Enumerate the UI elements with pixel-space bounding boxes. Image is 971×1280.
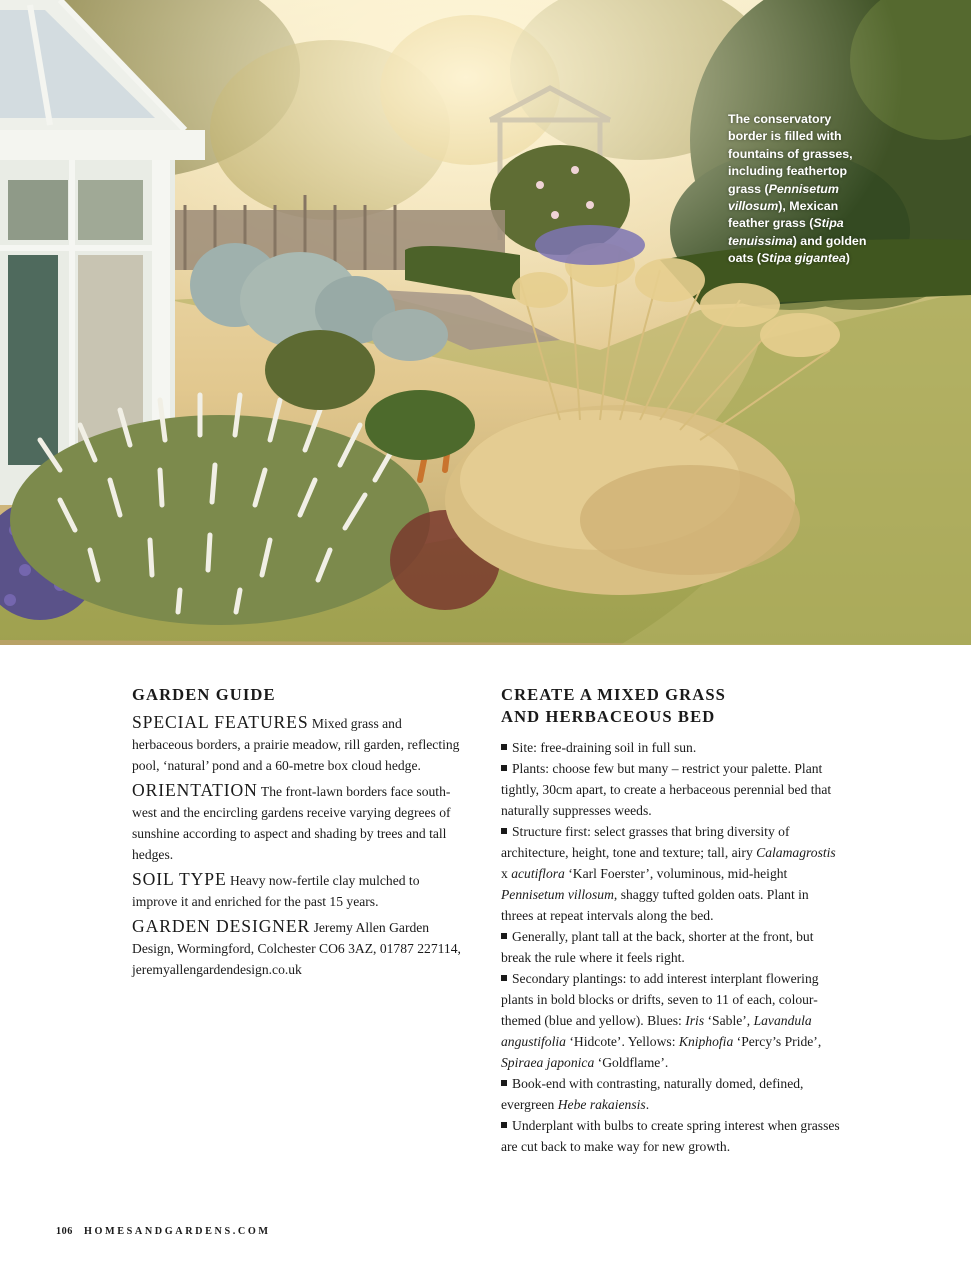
garden-guide-title: GARDEN GUIDE [132,685,276,704]
bed-step-text: ‘Goldflame’. [594,1055,669,1070]
bed-step-item [501,926,841,968]
bed-step-text: Spiraea japonica [501,1055,595,1070]
page-footer [56,1226,271,1237]
bed-step-text: Calamagrostis [756,845,836,860]
bed-step-text: Generally, plant tall at the back, shorter at the front, but break the rule where it feels right. [501,929,814,965]
page-number: 106 [56,1226,73,1237]
bed-step-item [501,758,841,821]
caption-run: Pennisetum villosum [728,181,839,214]
bed-step-text: ‘Hidcote’. Yellows: [565,1034,679,1049]
bed-step-text: Pennisetum villosum [501,887,614,902]
bed-step-text: Hebe rakaiensis [557,1097,646,1112]
bed-step-item [501,737,841,758]
bed-step-text: Lavandula angustifolia [501,1013,812,1049]
garden-guide-column [132,684,462,980]
square-bullet-icon [501,1080,507,1086]
square-bullet-icon [501,975,507,981]
mixed-bed-title [501,684,841,728]
bed-step-item [501,968,841,1073]
caption-run: Stipa gigantea [761,251,846,266]
bed-step-text: , shaggy tufted golden oats. Plant in threes at repeat intervals along the bed. [501,887,809,923]
caption-run: The conservatory border is filled with fountains of grasses, including feathertop grass ( [728,112,853,196]
bed-step-text: ‘Percy’s Pride’, [733,1034,822,1049]
bed-step-text: Secondary plantings: to add interest interplant flowering plants in bold blocks or drifts, seven to 11 of each, colour-themed (blue and yellow). Blues: [501,971,819,1028]
square-bullet-icon [501,765,507,771]
site-url: HOMESANDGARDENS.COM [83,1226,271,1237]
bed-step-text: x [501,866,512,881]
bed-step-text: Book-end with contrasting, naturally domed, defined, evergreen [501,1076,804,1112]
bed-step-text: ‘Sable’, [704,1013,754,1028]
guide-text: Mixed grass and herbaceous borders, a prairie meadow, rill garden, reflecting pool, ‘natural’ pond and a 60-metre box cloud hedge. [132,716,460,773]
bed-step-text: Underplant with bulbs to create spring interest when grasses are cut back to make way for new growth. [501,1118,840,1154]
guide-entry-orientation [132,780,462,865]
photo-caption [728,111,868,268]
mixed-bed-steps-list [501,737,841,1157]
mixed-bed-title-line1: CREATE A MIXED GRASS [501,685,727,704]
bed-step-item [501,821,841,926]
bed-step-text: Kniphofia [678,1034,734,1049]
mixed-bed-title-line2: AND HERBACEOUS BED [501,707,716,726]
bed-step-text: Iris [685,1013,705,1028]
caption-run: Stipa tenuissima [728,216,844,248]
bed-step-text: Structure first: select grasses that bring diversity of architecture, height, tone and texture; tall, airy [501,824,790,860]
square-bullet-icon [501,1122,507,1128]
bed-step-item [501,1115,841,1157]
bed-step-item [501,1073,841,1115]
bed-step-text: Site: free-draining soil in full sun. [512,740,697,755]
guide-entry-garden-designer [132,916,462,980]
guide-text: The front-lawn borders face south-west and the encircling gardens receive varying degrees of sunshine according to aspect and shading by trees and tall hedges. [132,784,451,862]
guide-entry-soil-type [132,869,462,912]
guide-label: GARDEN DESIGNER [132,916,311,936]
caption-run: ) and golden oats ( [728,233,867,266]
guide-label: ORIENTATION [132,780,258,800]
mixed-bed-column [501,684,841,1157]
guide-text: Heavy now-fertile clay mulched to improve it and enriched for the past 15 years. [132,873,420,909]
square-bullet-icon [501,933,507,939]
caption-run: ), Mexican feather grass ( [728,199,839,231]
square-bullet-icon [501,744,507,750]
bed-step-text: acutiflora [511,866,565,881]
guide-label: SOIL TYPE [132,869,227,889]
guide-entry-special-features [132,712,462,776]
square-bullet-icon [501,828,507,834]
guide-text: Jeremy Allen Garden Design, Wormingford, Colchester CO6 3AZ, 01787 227114, jeremyallengardendesign.co.uk [132,920,461,977]
guide-label: SPECIAL FEATURES [132,712,309,732]
bed-step-text: Plants: choose few but many – restrict your palette. Plant tightly, 30cm apart, to create a herbaceous perennial bed that naturally suppresses weeds. [501,761,832,818]
bed-step-text: ‘Karl Foerster’, voluminous, mid-height [564,866,788,881]
bed-step-text: . [645,1097,650,1112]
caption-run: ) [845,251,850,266]
